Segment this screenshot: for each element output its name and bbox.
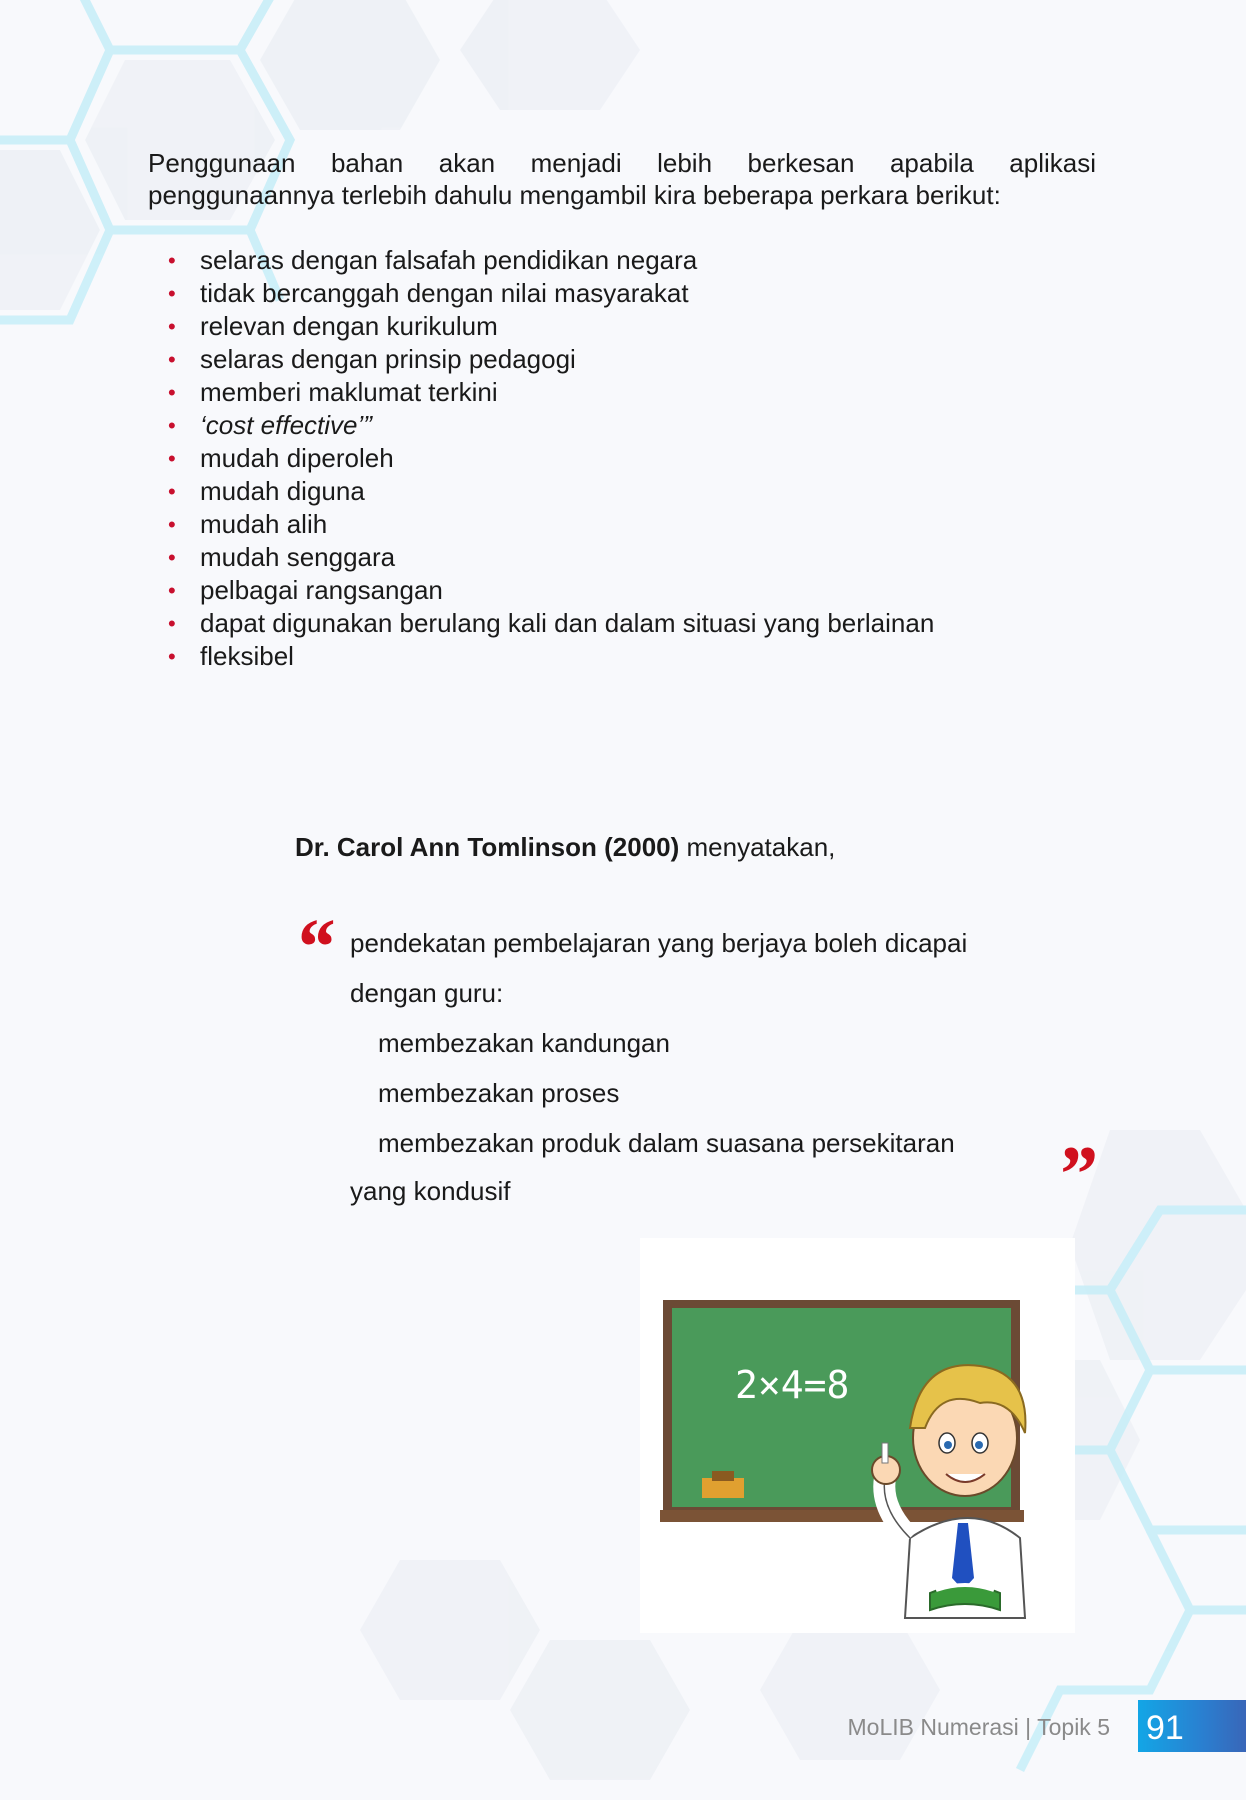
list-item xyxy=(148,442,934,475)
quote-item-3: membezakan produk dalam suasana persekitaran xyxy=(378,1128,955,1158)
bullet-icon: • xyxy=(168,446,176,471)
list-item-text: dapat digunakan berulang kali dan dalam situasi yang berlainan xyxy=(200,608,935,638)
list-item xyxy=(148,475,934,508)
bullet-icon: • xyxy=(168,281,176,306)
bullet-icon: • xyxy=(168,611,176,636)
list-item-text: memberi maklumat terkini xyxy=(200,377,498,407)
close-quote-icon: ” xyxy=(1056,1131,1096,1219)
quote-line-1: pendekatan pembelajaran yang berjaya boleh dicapai xyxy=(350,928,968,958)
list-item-text: selaras dengan prinsip pedagogi xyxy=(200,344,576,374)
list-item-text: selaras dengan falsafah pendidikan negara xyxy=(200,245,698,275)
quote-item-1: membezakan kandungan xyxy=(378,1028,670,1058)
intro-line-2: penggunaannya terlebih dahulu mengambil kira beberapa perkara berikut: xyxy=(148,180,1001,210)
intro-line-1: Penggunaan bahan akan menjadi lebih berkesan apabila aplikasi xyxy=(148,148,1096,178)
quote-item-2: membezakan proses xyxy=(378,1078,620,1108)
teacher-chalkboard-illustration xyxy=(640,1238,1075,1633)
quote-line-end: yang kondusif xyxy=(350,1176,511,1206)
chalk-icon xyxy=(882,1443,888,1463)
list-item xyxy=(148,277,934,310)
quote-attribution xyxy=(295,830,835,864)
list-item xyxy=(148,409,934,442)
page-number: 91 xyxy=(1146,1709,1184,1747)
list-item xyxy=(148,640,934,673)
list-item xyxy=(148,310,934,343)
list-item xyxy=(148,376,934,409)
board-text: 2×4=8 xyxy=(735,1363,850,1407)
list-item-text: ‘cost effective’” xyxy=(200,410,372,440)
list-item-text: relevan dengan kurikulum xyxy=(200,311,498,341)
bullet-icon: • xyxy=(168,578,176,603)
footer-title: MoLIB Numerasi | Topik 5 xyxy=(847,1714,1110,1740)
bullet-icon: • xyxy=(168,380,176,405)
list-item xyxy=(148,607,934,640)
intro-paragraph xyxy=(148,147,1096,211)
bullet-icon: • xyxy=(168,545,176,570)
list-item xyxy=(148,343,934,376)
list-item-text: tidak bercanggah dengan nilai masyarakat xyxy=(200,278,689,308)
attribution-verb: menyatakan, xyxy=(686,832,836,862)
list-item xyxy=(148,244,934,277)
list-item xyxy=(148,508,934,541)
author-name: Dr. Carol Ann Tomlinson (2000) xyxy=(295,832,680,862)
list-item-text: mudah diperoleh xyxy=(200,443,394,473)
list-item-text: mudah diguna xyxy=(200,476,365,506)
bullet-icon: • xyxy=(168,644,176,669)
bullet-icon: • xyxy=(168,314,176,339)
open-quote-icon: “ xyxy=(294,904,334,992)
criteria-list xyxy=(148,244,934,673)
list-item-text: mudah alih xyxy=(200,509,328,539)
list-item xyxy=(148,574,934,607)
bullet-icon: • xyxy=(168,413,176,438)
list-item-text: mudah senggara xyxy=(200,542,396,572)
bullet-icon: • xyxy=(168,347,176,372)
list-item xyxy=(148,541,934,574)
list-item-text: pelbagai rangsangan xyxy=(200,575,443,605)
bullet-icon: • xyxy=(168,512,176,537)
bullet-icon: • xyxy=(168,479,176,504)
bullet-icon: • xyxy=(168,248,176,273)
quote-line-2: dengan guru: xyxy=(350,978,504,1008)
list-item-text: fleksibel xyxy=(200,641,294,671)
